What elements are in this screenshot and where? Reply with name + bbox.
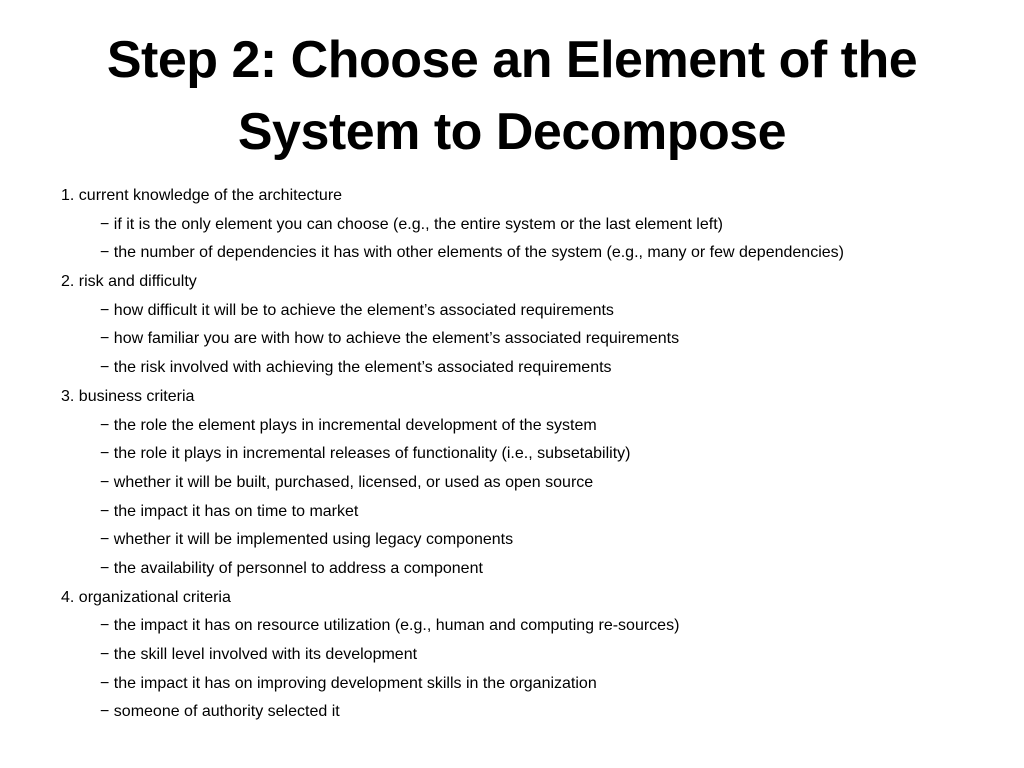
- bullet-item: − whether it will be implemented using legacy components: [100, 531, 514, 549]
- bullet-item: − the risk involved with achieving the element’s associated requirements: [100, 359, 612, 377]
- bullet-item: − how familiar you are with how to achieve the element’s associated requirements: [100, 330, 680, 348]
- bullet-item: − the impact it has on resource utilization (e.g., human and computing re-sources): [100, 617, 680, 635]
- slide-title-line-1: Step 2: Choose an Element of the: [106, 31, 918, 89]
- section-heading: 1. current knowledge of the architecture: [61, 187, 343, 204]
- slide-title: [40, 24, 984, 168]
- bullet-item: − the number of dependencies it has with other elements of the system (e.g., many or few dependencies): [100, 244, 844, 262]
- section-heading: 4. organizational criteria: [61, 588, 231, 606]
- bullet-item: − whether it will be built, purchased, licensed, or used as open source: [100, 473, 594, 491]
- section-heading: 3. business criteria: [61, 387, 195, 405]
- bullet-item: − the skill level involved with its development: [100, 646, 418, 663]
- slide-title-line-2: System to Decompose: [237, 103, 787, 161]
- section-heading: 2. risk and difficulty: [61, 273, 197, 291]
- slide-body: [61, 182, 1001, 727]
- bullet-item: − the role it plays in incremental releases of functionality (i.e., subsetability): [100, 445, 631, 463]
- bullet-item: − the impact it has on time to market: [100, 502, 359, 520]
- bullet-item: − how difficult it will be to achieve the element’s associated requirements: [100, 301, 614, 319]
- bullet-item: − someone of authority selected it: [100, 703, 340, 721]
- bullet-item: − the availability of personnel to address a component: [100, 559, 483, 577]
- bullet-item: − if it is the only element you can choose (e.g., the entire system or the last element left): [100, 215, 723, 233]
- bullet-item: − the impact it has on improving development skills in the organization: [100, 674, 597, 692]
- bullet-item: − the role the element plays in incremental development of the system: [100, 416, 597, 434]
